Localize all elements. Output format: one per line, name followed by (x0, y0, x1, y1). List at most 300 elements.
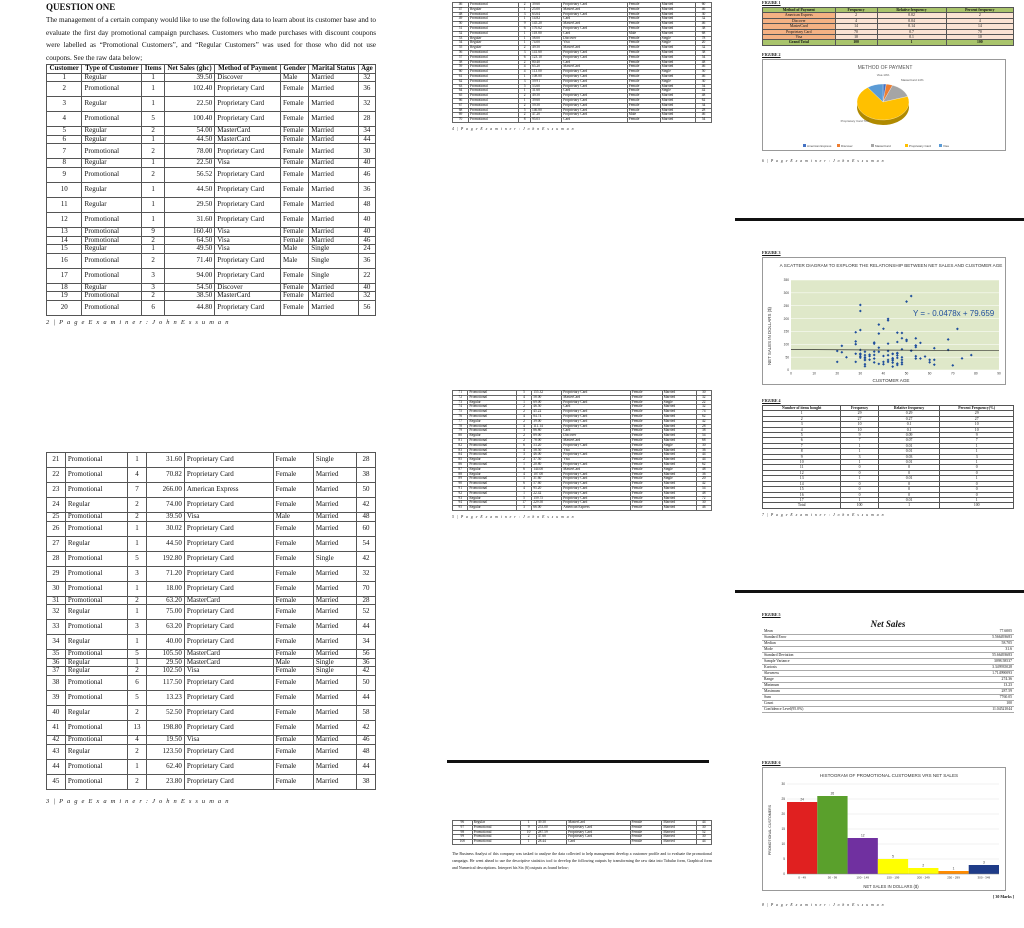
histogram-plot-area (781, 782, 999, 879)
table-cell: Promotional (65, 513, 127, 522)
table-cell: 102.40 (164, 82, 215, 97)
table-cell: MasterCard (215, 292, 281, 301)
table-cell: 38 (696, 429, 711, 434)
table-cell: 108.80 (530, 74, 561, 79)
table-cell: 74 (696, 410, 711, 415)
table-cell: 8 (763, 449, 841, 454)
table-cell: 19 (47, 292, 82, 301)
trendline-equation: Y = - 0.0478x + 79.659 (913, 309, 995, 318)
table-cell: Proprietary Card (567, 835, 630, 840)
table-cell: Married (660, 65, 695, 70)
table-cell: Card (562, 405, 631, 410)
table-cell: Proprietary Card (215, 253, 281, 268)
table-cell: Female (281, 97, 309, 112)
table-cell: Single (313, 658, 356, 667)
pie-title: METHOD OF PAYMENT (857, 64, 913, 71)
table-cell: Proprietary Card (215, 112, 281, 127)
table-cell: Female (630, 491, 662, 496)
table-cell: 68 (695, 31, 711, 36)
table-cell: 80.40 (530, 60, 561, 65)
table-cell: 71 (453, 391, 468, 396)
table-cell: Female (273, 605, 313, 620)
table-cell: Grand Total (763, 40, 836, 45)
table-cell: 18.00 (146, 581, 184, 596)
table-cell: Married (660, 108, 695, 113)
table-cell: 3 (47, 97, 82, 112)
table-cell: 17 (763, 497, 841, 502)
table-cell: Proprietary Card (215, 97, 281, 112)
histogram-bar (969, 865, 999, 874)
table-cell: 62 (696, 462, 711, 467)
table-cell: 0.27 (878, 416, 940, 421)
table-cell: 40 (358, 212, 375, 227)
table-cell: 8 (519, 118, 531, 123)
table-cell: Proprietary Card (562, 84, 628, 89)
raw-table-body (453, 391, 712, 511)
table-cell: 65 (453, 94, 469, 99)
table-cell: Proprietary Card (215, 197, 281, 212)
table-cell: 13 (128, 720, 147, 735)
table-cell: 42 (696, 419, 711, 424)
table-cell: Regular (82, 283, 142, 292)
table-cell: 123.10 (530, 55, 561, 60)
table-cell: 39.00 (532, 419, 562, 424)
table-cell: 47.20 (530, 113, 561, 118)
table-cell: Female (281, 112, 309, 127)
plot-background (791, 280, 999, 370)
table-cell: 4 (516, 414, 531, 419)
table-cell: Visa (763, 35, 836, 40)
table-cell: 38 (695, 50, 711, 55)
table-cell: 4 (47, 112, 82, 127)
bar-value-label: 2 (922, 863, 925, 868)
table-cell: 0.7 (877, 29, 946, 34)
table-cell: 1 (519, 98, 531, 103)
table-row (453, 840, 712, 845)
table-cell: Female (273, 720, 313, 735)
table-cell: Proprietary Card (562, 113, 628, 118)
table-cell: Visa (184, 667, 273, 676)
table-cell: 0.04 (877, 18, 946, 23)
table-cell: Female (630, 482, 662, 487)
table-cell: 55 (453, 46, 469, 51)
column-header: Gender (281, 65, 309, 74)
table-cell: 4 (128, 735, 147, 744)
histogram-title: HISTOGRAM OF PROMOTIONAL CUSTOMERS VRS NET SALES (819, 773, 959, 778)
histogram-bar (848, 838, 878, 874)
table-cell: 49.50 (530, 94, 561, 99)
table-cell: Proprietary Card (562, 443, 631, 448)
table-cell: Card (562, 17, 628, 22)
column-header: Type of Customer (82, 65, 142, 74)
table-cell: 1 (128, 521, 147, 536)
table-cell: 44 (696, 458, 711, 463)
table-cell: Total (763, 503, 841, 508)
table-cell: 24 (47, 498, 66, 513)
raw-table-body (47, 453, 376, 790)
table-cell: 3 (519, 12, 531, 17)
table-cell: Regular (82, 97, 142, 112)
table-cell: Married (313, 735, 356, 744)
table-cell: Single (313, 667, 356, 676)
table-row (47, 97, 376, 112)
table-cell: Regular (65, 658, 127, 667)
table-cell: 2 (946, 13, 1013, 18)
table-cell: 71.40 (164, 253, 215, 268)
table-cell: Proprietary Card (562, 482, 631, 487)
table-cell: Married (313, 650, 356, 659)
table-cell: 0 (841, 492, 878, 497)
table-cell: 16 (47, 253, 82, 268)
table-cell: Promotional (472, 840, 521, 845)
table-cell: 1 (516, 477, 531, 482)
column-header: Relative frequency (877, 8, 946, 13)
table-cell: 100 (946, 40, 1013, 45)
table-cell: 1 (841, 443, 878, 448)
table-cell: 62.40 (146, 759, 184, 774)
table-cell: 32 (357, 566, 376, 581)
table-cell: Proprietary Card (562, 74, 628, 79)
table-cell: 0.14 (877, 24, 946, 29)
table-cell: 1 (128, 658, 147, 667)
table-cell: Female (627, 74, 660, 79)
table-cell: Female (627, 94, 660, 99)
table-cell: 141.60 (530, 50, 561, 55)
table-cell: 27 (47, 536, 66, 551)
table-cell: 1 (142, 97, 164, 112)
table-cell: 2 (519, 103, 531, 108)
table-cell: Visa (215, 245, 281, 254)
table-cell: Promotional (468, 491, 516, 496)
table-cell: 1 (519, 7, 531, 12)
table-cell: 78 (695, 36, 711, 41)
table-row (47, 300, 376, 315)
table-cell: 1 (940, 497, 1014, 502)
table-cell: 2 (142, 144, 164, 159)
table-cell: Female (627, 98, 660, 103)
table-cell: 46.00 (532, 453, 562, 458)
table-cell: 62 (453, 79, 469, 84)
table-cell: 78.00 (164, 144, 215, 159)
stat-value: 55.66493683 (924, 653, 1014, 659)
table-row (47, 521, 376, 536)
table-row (47, 197, 376, 212)
table-row (47, 744, 376, 759)
table-cell: 1 (877, 40, 946, 45)
table-cell: 1 (519, 89, 531, 94)
table-cell: Female (273, 566, 313, 581)
table-cell: Female (627, 118, 660, 123)
table-cell: Proprietary Card (562, 103, 628, 108)
table-cell: 2 (516, 410, 531, 415)
table-cell: Married (313, 566, 356, 581)
table-cell: Married (309, 167, 359, 182)
table-cell: Promotional (65, 759, 127, 774)
table-cell: Promotional (468, 501, 516, 506)
table-cell: Married (313, 620, 356, 635)
raw-data-table-4 (452, 390, 712, 511)
page-2 (46, 452, 376, 922)
table-cell: 2 (519, 46, 531, 51)
table-cell: 98 (453, 830, 473, 835)
table-cell: Married (313, 468, 356, 483)
table-cell: 26 (47, 521, 66, 536)
table-cell: Proprietary Card (562, 496, 631, 501)
table-cell: 54 (357, 536, 376, 551)
table-cell: Married (662, 391, 696, 396)
table-cell: Female (273, 620, 313, 635)
table-cell: Married (660, 7, 695, 12)
table-cell: Married (662, 835, 696, 840)
x-tick-label: 50 (904, 371, 909, 376)
table-cell: 52 (357, 605, 376, 620)
table-cell: 48 (358, 197, 375, 212)
table-cell: Promotional (82, 167, 142, 182)
table-cell: Male (273, 658, 313, 667)
table-row (47, 468, 376, 483)
table-cell: Promotional (468, 410, 516, 415)
table-cell: 6 (128, 675, 147, 690)
table-cell: 21 (47, 453, 66, 468)
stat-value: 7760.05 (924, 695, 1014, 701)
table-cell: 10 (47, 182, 82, 197)
table-cell: 38 (695, 26, 711, 31)
table-cell: Female (273, 690, 313, 705)
table-cell: 7 (128, 483, 147, 498)
stat-value: 13.23 (924, 683, 1014, 689)
table-cell: 40 (358, 159, 375, 168)
table-cell: 5 (47, 127, 82, 136)
table-cell: 64.50 (164, 236, 215, 245)
table-cell: Proprietary Card (184, 759, 273, 774)
table-cell: 1 (521, 840, 536, 845)
table-cell: Promotional (468, 424, 516, 429)
table-cell: 2 (142, 127, 164, 136)
table-cell: Regular (468, 472, 516, 477)
table-cell: Promotional (65, 735, 127, 744)
page-divider (735, 590, 1024, 593)
table-cell: 59.91 (530, 79, 561, 84)
table-cell: Female (630, 467, 662, 472)
table-cell: 107.00 (532, 472, 562, 477)
table-cell: 266.00 (146, 483, 184, 498)
table-cell: 0 (940, 492, 1014, 497)
raw-table-head (47, 65, 376, 74)
table-cell: Married (313, 581, 356, 596)
table-cell: Married (662, 458, 696, 463)
table-cell: 1 (128, 605, 147, 620)
table-cell: Proprietary Card (184, 690, 273, 705)
table-cell: Married (662, 830, 696, 835)
table-cell: 2 (519, 113, 531, 118)
table-cell: 48 (696, 491, 711, 496)
table-cell: Married (660, 31, 695, 36)
pie-slice-label-proprietary: Proprietary Card 70% (840, 118, 870, 123)
table-row (453, 506, 712, 511)
table-cell: Male (627, 113, 660, 118)
table-cell: Female (281, 159, 309, 168)
x-tick-label: 40 (881, 371, 886, 376)
table-cell: Regular (82, 245, 142, 254)
table-cell: Promotional (65, 483, 127, 498)
stat-name: Sum (762, 695, 924, 701)
table-cell: 38.50 (164, 292, 215, 301)
table-row (47, 605, 376, 620)
table-cell: Married (309, 135, 359, 144)
table-cell: 36 (357, 658, 376, 667)
table-cell: 93 (453, 496, 468, 501)
stats-title: Net Sales (870, 619, 906, 629)
table-cell: 20 (695, 41, 711, 46)
table-cell: Proprietary Card (184, 605, 273, 620)
table-cell: 39.50 (536, 821, 566, 826)
table-cell: Female (273, 498, 313, 513)
table-cell: Male (281, 253, 309, 268)
table-row (47, 774, 376, 789)
table-cell: 30 (696, 391, 711, 396)
column-header: Frequency (841, 406, 878, 411)
table-cell: 14 (946, 24, 1013, 29)
stat-value: 287.59 (924, 689, 1014, 695)
table-cell: Promotional (468, 60, 518, 65)
stat-name: Median (762, 641, 924, 647)
stat-value: 31.6 (924, 647, 1014, 653)
table-row (47, 566, 376, 581)
table-cell: Male (281, 245, 309, 254)
table-cell: 10 (940, 427, 1014, 432)
table-cell: 23.80 (146, 774, 184, 789)
table-cell: Promotional (468, 50, 518, 55)
table-cell: 29.50 (164, 197, 215, 212)
table-cell: Married (660, 55, 695, 60)
table-cell: 9 (940, 433, 1014, 438)
table-cell: Regular (82, 135, 142, 144)
table-cell: Promotional (65, 566, 127, 581)
table-cell: 74.00 (530, 41, 561, 46)
table-cell: Female (630, 458, 662, 463)
column-header: Customer (47, 65, 82, 74)
x-tick-label: 0 - 49 (798, 875, 806, 880)
table-cell: 2 (516, 405, 531, 410)
table-cell: 6 (142, 300, 164, 315)
table-cell: 87 (453, 467, 468, 472)
table-cell: 32 (358, 292, 375, 301)
table-cell: 32 (695, 17, 711, 22)
table-cell: Promotional (472, 825, 521, 830)
table-cell: 79 (453, 429, 468, 434)
table-cell: 2 (521, 835, 536, 840)
table-cell: 0.09 (878, 433, 940, 438)
y-tick-label: 20 (781, 812, 785, 817)
table-cell: 18 (47, 283, 82, 292)
table-cell: Proprietary Card (562, 453, 631, 458)
table-cell: 94 (453, 501, 468, 506)
table-cell: American Express (184, 483, 273, 498)
table-cell: Promotional (468, 108, 518, 113)
table-cell: Married (660, 60, 695, 65)
table-cell: Single (662, 477, 696, 482)
table-cell: Promotional (468, 89, 518, 94)
table-cell: Married (662, 424, 696, 429)
table-cell: 2 (128, 498, 147, 513)
table-cell: Female (627, 65, 660, 70)
table-cell: Discover (562, 36, 628, 41)
figure4-label: FIGURE 4 (762, 398, 781, 403)
table-cell: Promotional (468, 443, 516, 448)
table-cell: 44 (696, 821, 712, 826)
table-cell: 64 (453, 89, 469, 94)
table-cell: 44 (696, 840, 712, 845)
table-cell: 59 (453, 65, 469, 70)
table-cell: 117.50 (146, 675, 184, 690)
column-header: Method of Payment (763, 8, 836, 13)
table-cell: 13 (47, 227, 82, 236)
table-cell: 3 (940, 454, 1014, 459)
table-cell: 2 (128, 705, 147, 720)
table-cell: 7 (841, 438, 878, 443)
table-cell: Married (662, 453, 696, 458)
table-cell: Female (273, 635, 313, 650)
table-cell: 1 (47, 73, 82, 82)
table-cell: Female (630, 429, 662, 434)
table-row (47, 159, 376, 168)
table-cell: 5 (128, 551, 147, 566)
table-cell: 28 (357, 453, 376, 468)
table-cell: Promotional (82, 82, 142, 97)
table-cell: 20 (47, 300, 82, 315)
table-cell: Married (662, 438, 696, 443)
table-cell: 34 (47, 635, 66, 650)
table-cell: Married (660, 46, 695, 51)
table-cell: Female (281, 135, 309, 144)
table-cell: 42 (47, 735, 66, 744)
table-cell: 100 (453, 840, 473, 845)
raw-data-table-1 (46, 64, 376, 316)
table-cell: 28.44 (536, 840, 566, 845)
table-cell: Married (662, 501, 696, 506)
table-cell: 0.1 (878, 422, 940, 427)
table-cell: 2 (516, 434, 531, 439)
table-cell: Female (281, 283, 309, 292)
table-cell: Promotional (468, 22, 518, 27)
table-cell: Regular (468, 41, 518, 46)
table-cell: Married (309, 127, 359, 136)
table-cell: Married (660, 84, 695, 89)
figure3-chart (762, 257, 1006, 385)
table-cell: 3 (128, 566, 147, 581)
table-cell: Promotional (82, 253, 142, 268)
table-cell: Regular (468, 506, 516, 511)
table-cell: Single (662, 467, 696, 472)
table-cell: Promotional (468, 65, 518, 70)
table-cell: Single (660, 89, 695, 94)
x-tick-label: 70 (951, 371, 955, 376)
table-cell: 42 (357, 667, 376, 676)
table-cell: Visa (215, 227, 281, 236)
table-cell: 32 (358, 73, 375, 82)
histogram-bar (938, 871, 968, 874)
table-cell: Married (313, 521, 356, 536)
table-row (47, 690, 376, 705)
table-cell: MasterCard (763, 24, 836, 29)
table-cell: 48 (695, 94, 711, 99)
table-cell: 2 (47, 82, 82, 97)
table-cell: 86 (453, 462, 468, 467)
x-tick-label: 300 - 349 (977, 875, 991, 880)
table-cell: Female (630, 477, 662, 482)
table-cell: Proprietary Card (562, 26, 628, 31)
table-cell: 118.80 (530, 31, 561, 36)
